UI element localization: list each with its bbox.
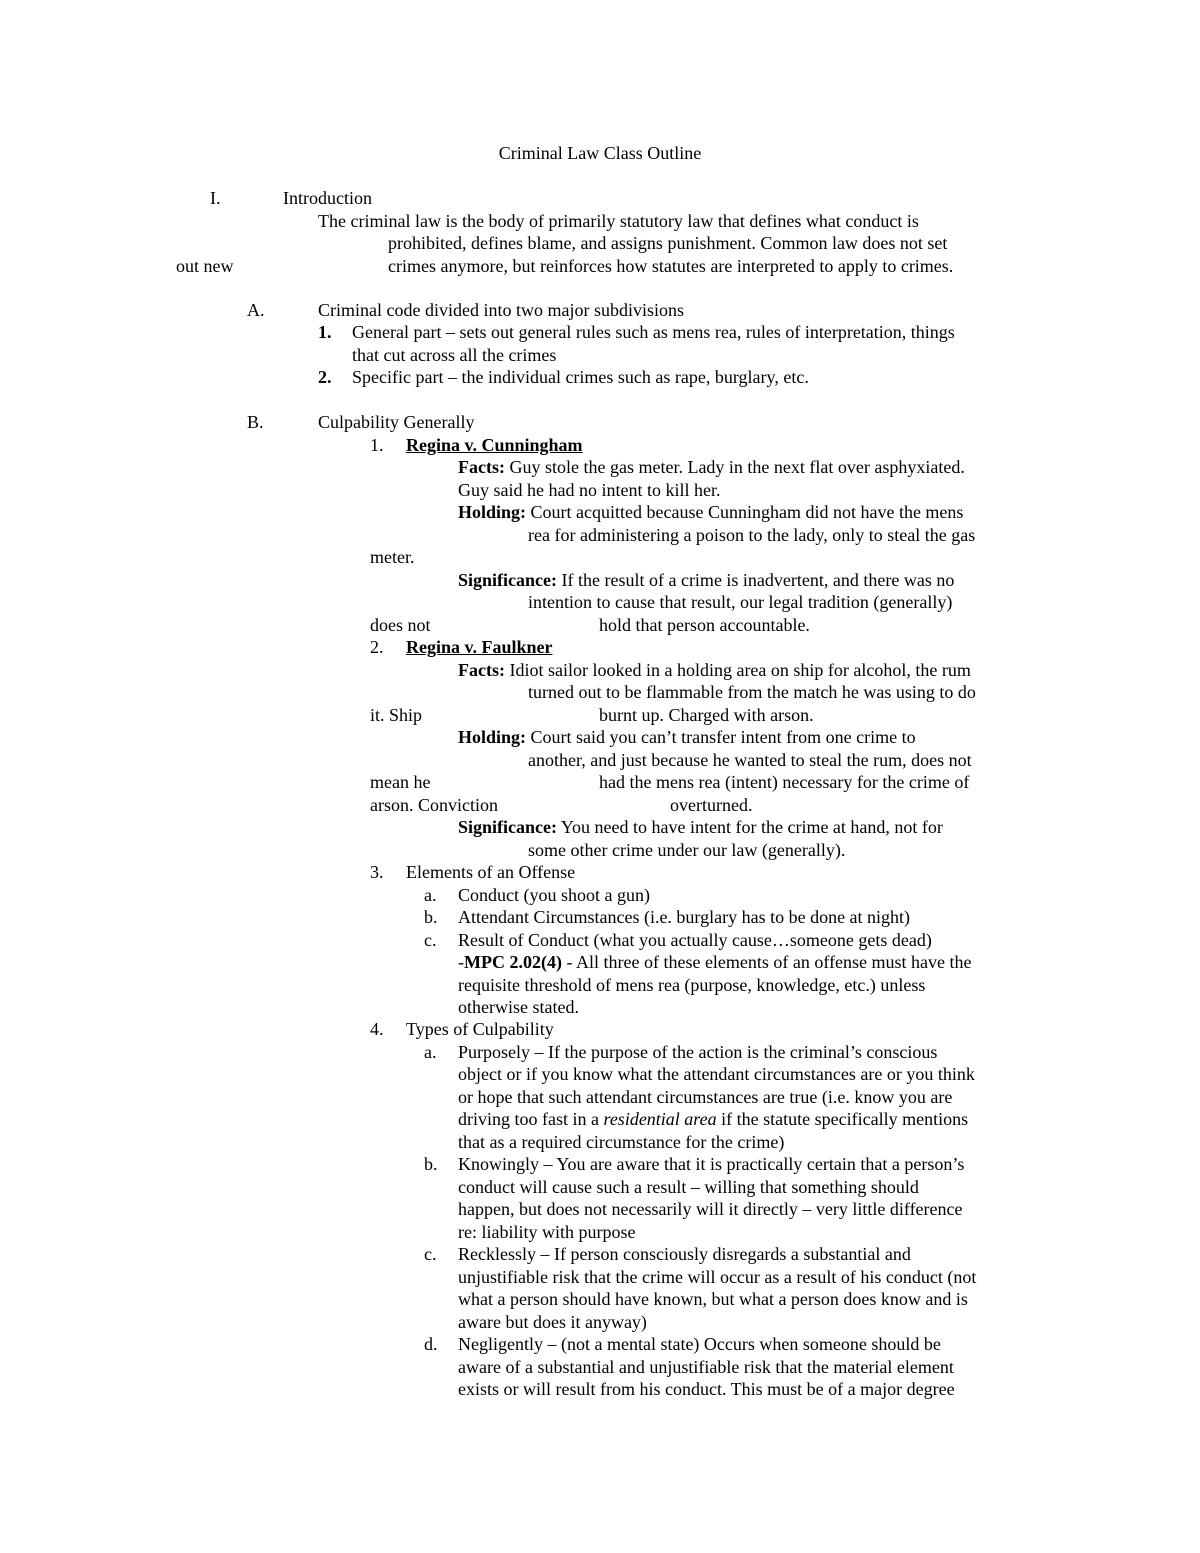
list-item-line: aware but does it anyway) bbox=[458, 1312, 647, 1332]
section-heading: Introduction bbox=[283, 188, 372, 208]
list-item-line: Knowingly – You are aware that it is practically certain that a person’s bbox=[458, 1154, 965, 1174]
subsection-heading: Culpability Generally bbox=[318, 412, 475, 432]
list-letter: c. bbox=[424, 930, 437, 950]
list-item-line: or hope that such attendant circumstances are true (i.e. know you are bbox=[458, 1087, 953, 1107]
list-letter: c. bbox=[424, 1244, 437, 1264]
case-significance-line: hold that person accountable. bbox=[599, 615, 810, 635]
case-significance: Significance: You need to have intent for the crime at hand, not for bbox=[458, 817, 943, 837]
list-item-line: Negligently – (not a mental state) Occurs when someone should be bbox=[458, 1334, 941, 1354]
case-holding-line: overturned. bbox=[670, 795, 753, 815]
section-number: I. bbox=[210, 188, 221, 208]
case-name: Regina v. Faulkner bbox=[406, 637, 553, 657]
list-item-line: aware of a substantial and unjustifiable risk that the material element bbox=[458, 1357, 954, 1377]
case-holding-line: had the mens rea (intent) necessary for the crime of bbox=[599, 772, 970, 792]
mpc-note-line: requisite threshold of mens rea (purpose, knowledge, etc.) unless bbox=[458, 975, 926, 995]
case-facts-line: turned out to be flammable from the match he was using to do bbox=[528, 682, 976, 702]
list-item-line: Recklessly – If person consciously disregards a substantial and bbox=[458, 1244, 911, 1264]
list-item-line: unjustifiable risk that the crime will occur as a result of his conduct (not bbox=[458, 1267, 977, 1287]
subsection-number: B. bbox=[247, 412, 264, 432]
list-item-line: re: liability with purpose bbox=[458, 1222, 636, 1242]
case-holding-line: mean he bbox=[370, 772, 431, 792]
document-title: Criminal Law Class Outline bbox=[498, 143, 702, 163]
list-number: 3. bbox=[370, 862, 384, 882]
list-item-line: object or if you know what the attendant circumstances are or you think bbox=[458, 1064, 975, 1084]
case-facts-line: Guy said he had no intent to kill her. bbox=[458, 480, 721, 500]
list-item-line: what a person should have known, but what a person does know and is bbox=[458, 1289, 968, 1309]
case-significance-line: intention to cause that result, our legal tradition (generally) bbox=[528, 592, 953, 612]
paragraph-line: crimes anymore, but reinforces how statutes are interpreted to apply to crimes. bbox=[388, 256, 954, 276]
case-holding-line: another, and just because he wanted to steal the rum, does not bbox=[528, 750, 972, 770]
case-holding-line: arson. Conviction bbox=[370, 795, 498, 815]
case-number: 2. bbox=[370, 637, 384, 657]
list-heading: Elements of an Offense bbox=[406, 862, 576, 882]
paragraph-line: prohibited, defines blame, and assigns punishment. Common law does not set bbox=[388, 233, 948, 253]
case-name: Regina v. Cunningham bbox=[406, 435, 583, 455]
case-number: 1. bbox=[370, 435, 384, 455]
list-number: 2. bbox=[318, 367, 332, 387]
list-item-line: Conduct (you shoot a gun) bbox=[458, 885, 650, 905]
list-item-line: Result of Conduct (what you actually cause…someone gets dead) bbox=[458, 930, 932, 950]
case-significance: Significance: If the result of a crime is inadvertent, and there was no bbox=[458, 570, 955, 590]
case-facts: Facts: Guy stole the gas meter. Lady in the next flat over asphyxiated. bbox=[458, 457, 965, 477]
case-significance-line: some other crime under our law (generally). bbox=[528, 840, 846, 860]
list-item-line: happen, but does not necessarily will it directly – very little difference bbox=[458, 1199, 963, 1219]
list-letter: b. bbox=[424, 907, 438, 927]
case-holding-line: rea for administering a poison to the lady, only to steal the gas bbox=[528, 525, 976, 545]
mpc-note-line: otherwise stated. bbox=[458, 997, 579, 1017]
list-number: 4. bbox=[370, 1019, 384, 1039]
paragraph-line: The criminal law is the body of primarily statutory law that defines what conduct is bbox=[318, 211, 919, 231]
case-facts: Facts: Idiot sailor looked in a holding area on ship for alcohol, the rum bbox=[458, 660, 971, 680]
case-facts-line: burnt up. Charged with arson. bbox=[599, 705, 814, 725]
list-letter: b. bbox=[424, 1154, 438, 1174]
case-holding: Holding: Court said you can’t transfer intent from one crime to bbox=[458, 727, 916, 747]
subsection-heading: Criminal code divided into two major subdivisions bbox=[318, 300, 684, 320]
list-letter: d. bbox=[424, 1334, 438, 1354]
list-item-line: Specific part – the individual crimes such as rape, burglary, etc. bbox=[352, 367, 809, 387]
list-letter: a. bbox=[424, 1042, 437, 1062]
paragraph-line: out new bbox=[176, 256, 234, 276]
case-holding-line: meter. bbox=[370, 547, 415, 567]
case-holding: Holding: Court acquitted because Cunningham did not have the mens bbox=[458, 502, 964, 522]
list-item-line: that cut across all the crimes bbox=[352, 345, 557, 365]
list-item-line: that as a required circumstance for the crime) bbox=[458, 1132, 785, 1152]
list-number: 1. bbox=[318, 322, 332, 342]
case-facts-line: it. Ship bbox=[370, 705, 423, 725]
list-item-line: driving too fast in a residential area if the statute specifically mentions bbox=[458, 1109, 969, 1129]
case-significance-line: does not bbox=[370, 615, 431, 635]
list-letter: a. bbox=[424, 885, 437, 905]
mpc-note: -MPC 2.02(4) - All three of these elements of an offense must have the bbox=[458, 952, 972, 972]
list-item-line: Purposely – If the purpose of the action is the criminal’s conscious bbox=[458, 1042, 938, 1062]
list-heading: Types of Culpability bbox=[406, 1019, 554, 1039]
list-item-line: General part – sets out general rules such as mens rea, rules of interpretation, things bbox=[352, 322, 955, 342]
list-item-line: exists or will result from his conduct. This must be of a major degree bbox=[458, 1379, 955, 1399]
list-item-line: conduct will cause such a result – willing that something should bbox=[458, 1177, 919, 1197]
subsection-number: A. bbox=[247, 300, 265, 320]
list-item-line: Attendant Circumstances (i.e. burglary has to be done at night) bbox=[458, 907, 911, 927]
